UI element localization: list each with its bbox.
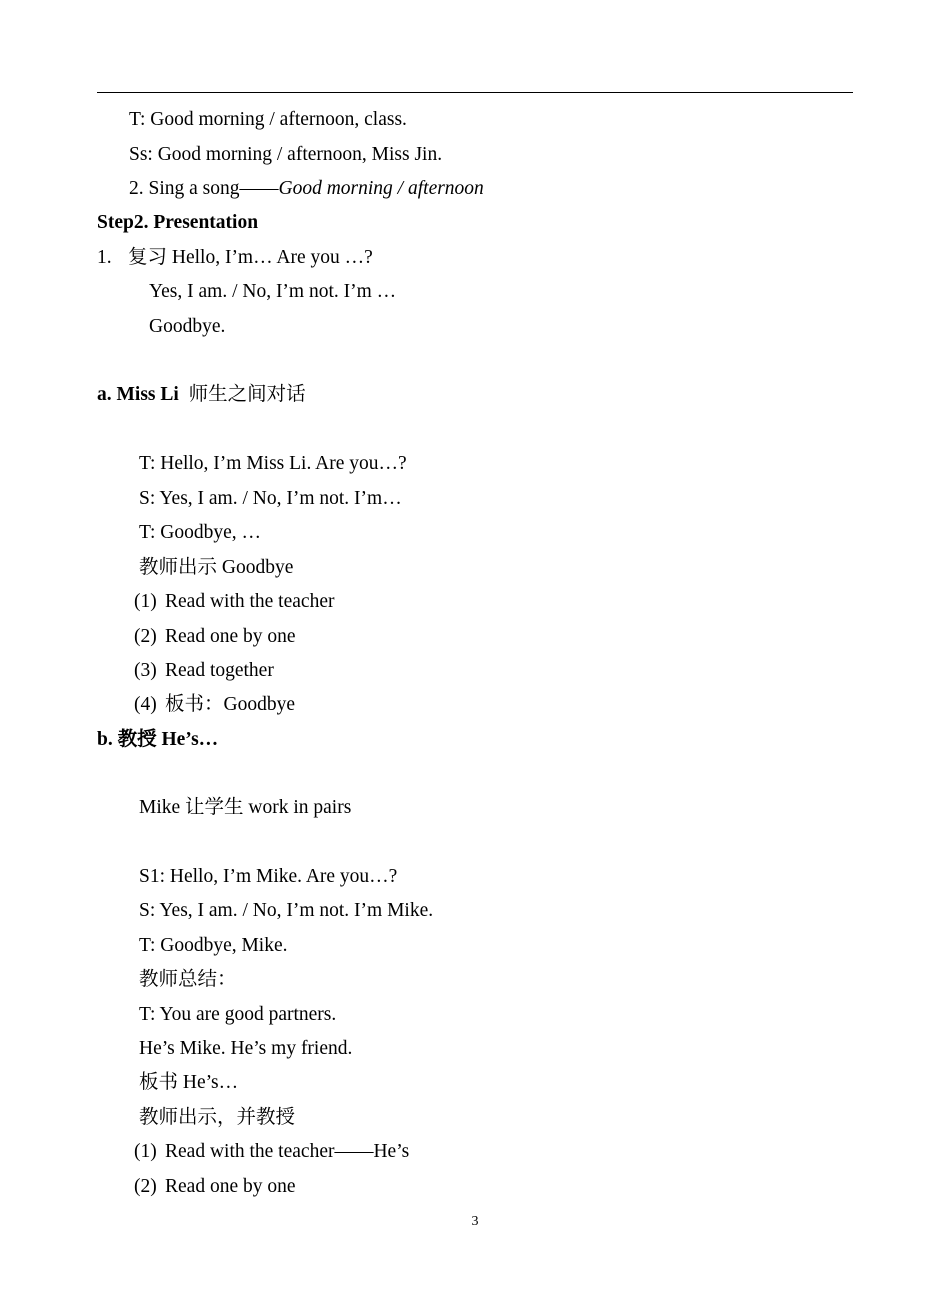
dialogue-line: T: Goodbye, Mike. [139, 935, 288, 956]
review-goodbye-line: Goodbye. [149, 316, 226, 337]
dialogue-line: S: Yes, I am. / No, I’m not. I’m… [139, 488, 402, 509]
section-a-heading [97, 383, 306, 407]
header-rule [97, 92, 853, 93]
practice-item [134, 1140, 409, 1164]
sing-song-label: 2. Sing a song—— [129, 178, 279, 199]
practice-number: (2) [134, 1176, 157, 1197]
blackboard-line: 板书 He’s… [139, 1072, 239, 1093]
practice-text: Read one by one [165, 626, 296, 647]
practice-item [134, 693, 295, 717]
teacher-teaches-line: 教师出示，并教授 [139, 1107, 296, 1128]
practice-item [134, 1175, 296, 1199]
list-number: 1. [97, 247, 112, 268]
practice-number: (1) [134, 591, 157, 612]
dialogue-line: T: Goodbye, … [139, 522, 261, 543]
dialogue-line: S1: Hello, I’m Mike. Are you…? [139, 866, 398, 887]
practice-number: (1) [134, 1141, 157, 1162]
practice-item [134, 659, 274, 683]
practice-number: (4) [134, 694, 157, 715]
practice-item [134, 590, 334, 614]
practice-text: Read one by one [165, 1176, 296, 1197]
practice-text: Read together [165, 660, 274, 681]
section-b-heading: b. 教授 He’s… [97, 729, 219, 750]
practice-text: 板书：Goodbye [165, 694, 295, 715]
review-item [97, 246, 373, 270]
practice-text: Read with the teacher [165, 591, 335, 612]
step2-heading: Step2. Presentation [97, 212, 259, 233]
dialogue-line: He’s Mike. He’s my friend. [139, 1038, 353, 1059]
practice-item [134, 625, 296, 649]
teacher-shows-line: 教师出示 Goodbye [139, 557, 294, 578]
practice-number: (2) [134, 626, 157, 647]
dialogue-line: T: You are good partners. [139, 1004, 337, 1025]
section-a-title: a. Miss Li [97, 384, 179, 405]
practice-text: Read with the teacher——He’s [165, 1141, 410, 1162]
song-title: Good morning / afternoon [278, 178, 484, 199]
practice-number: (3) [134, 660, 157, 681]
teacher-summary-line: 教师总结： [139, 969, 237, 990]
greeting-students-line: Ss: Good morning / afternoon, Miss Jin. [129, 144, 443, 165]
dialogue-line: S: Yes, I am. / No, I’m not. I’m Mike. [139, 900, 434, 921]
review-answer-line: Yes, I am. / No, I’m not. I’m … [149, 281, 397, 302]
dialogue-line: T: Hello, I’m Miss Li. Are you…? [139, 453, 407, 474]
sing-song-line [129, 177, 484, 201]
greeting-teacher-line: T: Good morning / afternoon, class. [129, 109, 407, 130]
section-a-desc: 师生之间对话 [178, 384, 306, 405]
pair-work-line: Mike 让学生 work in pairs [139, 797, 352, 818]
page-number: 3 [471, 1214, 479, 1229]
review-text: 复习 Hello, I’m… Are you …? [128, 247, 373, 268]
